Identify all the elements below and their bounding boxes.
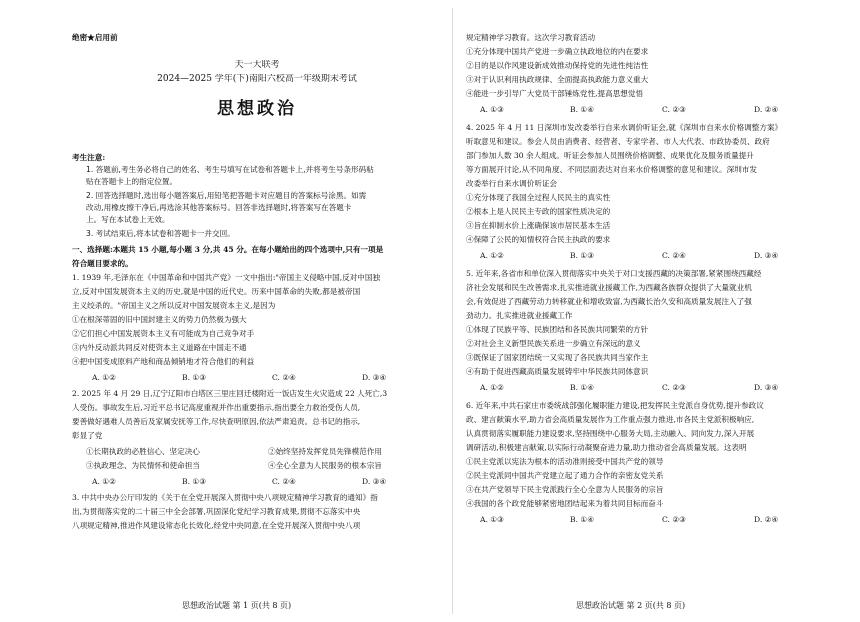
q6-option-b: B. ①④ (570, 515, 595, 524)
notice-line: 2. 回答选择题时,选出每小题答案后,用铅笔把答题卡对应题目的答案标号涂黑。如需 (86, 191, 367, 200)
q2-line: 要善做好遇难人员善后及家属安抚等工作,尽快查明原因,依法严肃追责。总书记的指示, (72, 417, 361, 426)
q6-line: 认真贯彻落实履职能力建设要求,坚持围绕中心服务大局,主动融入、同向发力,深入开展 (466, 429, 755, 438)
q3-line: 八项规定精神,推进作风建设常态化长效化,经党中央同意,在全党开展深入贯彻中央八项 (72, 521, 361, 530)
q2-line: 2. 2025 年 4 月 29 日,辽宁辽阳市白塔区三里庄回迁楼附近一饭店发生火灾造成 22 人死亡,3 (72, 389, 388, 398)
q5-option-a: A. ①② (480, 383, 504, 392)
q2-option-b: B. ①③ (182, 477, 207, 486)
q4-line: 4. 2025 年 4 月 11 日深圳市发改委举行自来水调价听证会,就《深圳市自来水价格调整方案》 (466, 123, 783, 132)
q5-option-c: C. ②③ (662, 383, 686, 392)
q4-line: 等方面展开讨论,从不同角度、不同层面表达对自来水价格调整的意见和建议。深圳市发 (466, 165, 757, 174)
q1-line: 主义绞杀的。"帝国主义之所以反对中国发展资本主义,是因为 (72, 301, 276, 310)
q1-option-d: D. ③④ (362, 373, 387, 382)
notice-line: 3. 考试结束后,将本试卷和答题卡一并交回。 (86, 229, 235, 238)
q3-cont-line: ③对于认识利用执政规律、全面提高执政能力意义重大 (466, 75, 649, 84)
q5-line: ①体现了民族平等、民族团结和各民族共同繁荣的方针 (466, 325, 649, 334)
q5-line: ②对社会主义新型民族关系进一步确立有深远的意义 (466, 339, 641, 348)
q6-line: 调研活动,积极建言献策,以实际行动凝聚奋进力量,助力推动省会高质量发展。这表明 (466, 443, 747, 452)
q5-line: ③既保证了国家团结统一又实现了各民族共同当家作主 (466, 353, 649, 362)
q4-option-c: C. ②④ (662, 251, 686, 260)
q2-statement: ③执政理念、为民情怀和使命担当 (86, 461, 200, 470)
page-footer: 思想政治试题 第 2 页(共 8 页) (576, 601, 686, 610)
q6-option-a: A. ①③ (480, 515, 504, 524)
q1-line: ③内外反动派共同反对使资本主义道路在中国走不通 (72, 343, 247, 352)
q3-option-d: D. ②④ (754, 105, 779, 114)
q2-option-c: C. ②④ (272, 477, 296, 486)
q1-option-c: C. ②④ (272, 373, 296, 382)
q5-line: 5. 近年来,各省市和单位深入贯彻落实中央关于对口支援西藏的决策部署,紧紧围绕西藏经 (466, 269, 762, 278)
q4-line: ①充分体现了我国全过程人民民主的真实性 (466, 193, 611, 202)
notice-line: 1. 答题前,考生务必将自己的姓名、考生号填写在试卷和答题卡上,并将考生号条形码粘 (86, 165, 374, 174)
q3-cont-line: 规定精神学习教育。这次学习教育活动 (466, 33, 596, 42)
q4-option-d: D. ③④ (754, 251, 779, 260)
q6-line: 政、建言献策水平,助力省会高质量发展作为工作重点强力推进,市各民主党派积极响应, (466, 415, 755, 424)
q4-line: ②根本上是人民民主专政的国家性质决定的 (466, 207, 611, 216)
q1-line: ④把中国变成原料产地和商品倾销地才符合他们的利益 (72, 357, 255, 366)
q6-option-d: D. ②④ (754, 515, 779, 524)
q1-line: 1. 1939 年,毛泽东在《中国革命和中国共产党》一文中指出:"帝国主义侵略中国,反对中国独 (72, 273, 381, 282)
q5-line: 会,有效促进了西藏劳动力转移就业和增收致富,为西藏长治久安和高质量发展注入了强 (466, 297, 752, 306)
q3-option-b: B. ①④ (570, 105, 595, 114)
page-footer: 思想政治试题 第 1 页(共 8 页) (182, 601, 292, 610)
q3-option-a: A. ①③ (480, 105, 504, 114)
notice-line: 贴在答题卡上的指定位置。 (86, 177, 178, 186)
page-2 (466, 0, 846, 622)
q4-line: 部门参加人数 30 余人组成。听证会参加人员围绕价格调整、成果优化及服务质量提升 (466, 151, 754, 160)
q2-statement: ④全心全意为人民服务的根本宗旨 (268, 461, 382, 470)
q6-line: 6. 近年来,中共石家庄市委统战部强化履职能力建设,把发挥民主党派自身优势,提升参政议 (466, 401, 764, 410)
q6-line: ①民主党派以宪法为根本的活动准则接受中国共产党的领导 (466, 457, 664, 466)
q4-option-a: A. ①② (480, 251, 504, 260)
q2-option-a: A. ①② (92, 477, 116, 486)
q4-line: 改委举行自来水调价听证会 (466, 179, 558, 188)
q3-cont-line: ②目的是以作风建设新成效推动保持党的先进性纯洁性 (466, 61, 649, 70)
q3-line: 出,为贯彻落实党的二十届三中全会部署,巩固深化党纪学习教育成果,贯彻不忘落实中央 (72, 507, 361, 516)
q4-line: ③旨在抑制水价上涨确保该市居民基本生活 (466, 221, 611, 230)
q4-line: 听取意见和建议。参会人员由消费者、经营者、专家学者、市人大代表、市政协委员、政府 (466, 137, 770, 146)
q3-cont-line: ①充分体现中国共产党进一步确立执政地位的内在要求 (466, 47, 649, 56)
q6-option-c: C. ②③ (662, 515, 686, 524)
q3-line: 3. 中共中央办公厅印发的《关于在全党开展深入贯彻中央八项规定精神学习教育的通知》指 (72, 493, 378, 502)
notice-heading: 考生注意: (72, 153, 106, 162)
section-heading-cont: 符合题目要求的。 (72, 259, 133, 268)
union-name: 天一大联考 (234, 60, 280, 70)
q2-option-d: D. ③④ (362, 477, 387, 486)
notice-line: 上。写在本试卷上无效。 (86, 215, 170, 224)
q1-line: ①在根深蒂固的旧中国封建主义的势力仍然极为强大 (72, 315, 247, 324)
exam-line: 2024—2025 学年(下)南阳六校高一年级期末考试 (157, 74, 357, 84)
q2-statement: ①长期执政的必胜信心、坚定决心 (86, 447, 200, 456)
q3-option-c: C. ②③ (662, 105, 686, 114)
q4-line: ④保障了公民的知情权符合民主执政的要求 (466, 235, 611, 244)
notice-line: 改动,用橡皮擦干净后,再选涂其他答案标号。回答非选择题时,将答案写在答题卡 (86, 203, 352, 212)
page-1 (72, 0, 442, 622)
q5-line: 济社会发展和民生改善需求,扎实推进就业援藏工作,为西藏各族群众提供了大量就业机 (466, 283, 752, 292)
q6-line: ②民主党派同中国共产党建立起了通力合作的亲密友党关系 (466, 471, 664, 480)
q6-line: ④我国的各个政党能够紧密地团结起来为着共同目标而奋斗 (466, 499, 664, 508)
q3-cont-line: ④能进一步引导广大党员干部锤炼党性,提高思想觉悟 (466, 89, 644, 98)
q2-line: 人受伤。事故发生后,习近平总书记高度重视并作出重要指示,指出要全力救治受伤人员, (72, 403, 361, 412)
q2-statement: ②始终坚持发挥党员先锋模范作用 (268, 447, 382, 456)
q5-line: 劲动力。扎实推进就业援藏工作 (466, 311, 573, 320)
q1-option-a: A. ①② (92, 373, 116, 382)
q6-line: ③在共产党领导下民主党派践行全心全意为人民服务的宗旨 (466, 485, 664, 494)
q2-line: 彰显了党 (72, 431, 103, 440)
q4-option-b: B. ①③ (570, 251, 595, 260)
subject-title: 思想政治 (217, 99, 297, 119)
q5-line: ④有助于促进西藏高质量发展铸牢中华民族共同体意识 (466, 367, 649, 376)
page-divider (452, 8, 453, 614)
section-heading: 一、选择题:本题共 15 小题,每小题 3 分,共 45 分。在每小题给出的四个选项中,只有一项是 (72, 245, 384, 254)
confidential-label: 绝密★启用前 (72, 33, 118, 42)
q5-option-b: B. ①④ (570, 383, 595, 392)
q5-option-d: D. ③④ (754, 383, 779, 392)
q1-line: 立,反对中国发展资本主义的历史,就是中国的近代史。历来中国革命的失败,都是被帝国 (72, 287, 361, 296)
q1-line: ②它们担心中国发展资本主义有可能成为自己竞争对手 (72, 329, 255, 338)
q1-option-b: B. ①③ (182, 373, 207, 382)
